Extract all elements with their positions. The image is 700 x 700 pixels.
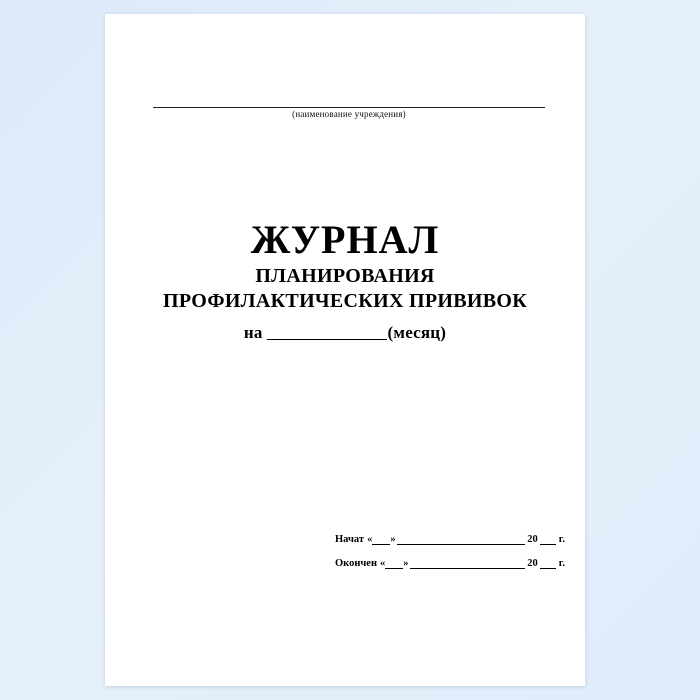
started-year-prefix: 20 <box>527 534 538 545</box>
finished-label: Окончен <box>335 558 378 569</box>
finished-date-row <box>335 558 565 569</box>
month-prefix-label: на <box>243 323 263 342</box>
finished-quote-close: » <box>403 558 409 569</box>
started-quote-close: » <box>390 534 396 545</box>
started-year-blank <box>540 534 556 545</box>
month-field-row <box>135 323 555 343</box>
started-label: Начат <box>335 534 365 545</box>
document-subtitle-line2: ПРОФИЛАКТИЧЕСКИХ ПРИВИВОК <box>162 290 528 312</box>
finished-year-blank <box>540 558 556 569</box>
organization-name-caption: (наименование учреждения) <box>292 109 406 119</box>
month-blank-line <box>267 326 387 340</box>
finished-day-blank <box>385 558 403 569</box>
finished-month-blank <box>410 558 526 569</box>
document-page <box>105 14 585 686</box>
title-block <box>135 219 555 343</box>
started-year-suffix: г. <box>558 534 565 545</box>
organization-name-rule <box>153 106 545 108</box>
started-date-row <box>335 534 565 545</box>
document-title: ЖУРНАЛ <box>250 217 440 262</box>
started-quote-open: « <box>367 534 373 545</box>
document-subtitle-line1: ПЛАНИРОВАНИЯ <box>255 265 435 287</box>
started-month-blank <box>397 534 526 545</box>
month-suffix-label: (месяц) <box>387 323 447 342</box>
finished-quote-open: « <box>380 558 386 569</box>
finished-year-prefix: 20 <box>527 558 538 569</box>
started-day-blank <box>372 534 390 545</box>
footer-dates-block <box>335 534 565 582</box>
finished-year-suffix: г. <box>558 558 565 569</box>
